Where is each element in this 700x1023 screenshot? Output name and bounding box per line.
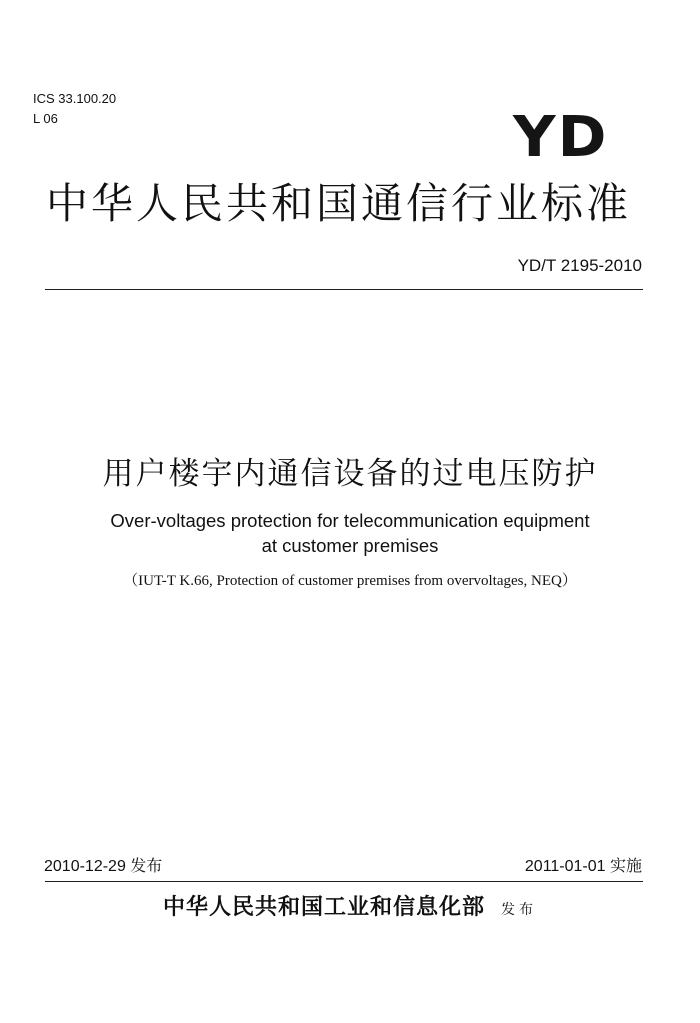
standard-category-title: 中华人民共和国通信行业标准 bbox=[46, 179, 632, 228]
ics-code: ICS 33.100.20 bbox=[33, 91, 117, 106]
issuing-authority: 中华人民共和国工业和信息化部 bbox=[162, 894, 485, 920]
yd-logo: YD bbox=[513, 105, 609, 170]
english-title bbox=[0, 508, 700, 558]
issuer-line bbox=[0, 892, 700, 925]
ccs-code: L 06 bbox=[33, 111, 58, 126]
issue-date: 2010-12-29 发布 bbox=[44, 858, 163, 875]
chinese-title: 用户楼宇内通信设备的过电压防护 bbox=[102, 456, 598, 492]
equivalence-note: （IUT-T K.66, Protection of customer premises from overvoltages, NEQ） bbox=[123, 573, 577, 589]
english-title-line-2: at customer premises bbox=[261, 535, 439, 556]
english-title-line-1: Over-voltages protection for telecommunication equipment bbox=[110, 510, 590, 531]
bottom-divider bbox=[45, 881, 643, 882]
standard-number: YD/T 2195-2010 bbox=[517, 256, 642, 275]
publish-label: 发布 bbox=[501, 902, 537, 918]
top-divider bbox=[45, 289, 643, 290]
classification-codes bbox=[33, 89, 116, 129]
implementation-date: 2011-01-01 实施 bbox=[524, 858, 642, 875]
